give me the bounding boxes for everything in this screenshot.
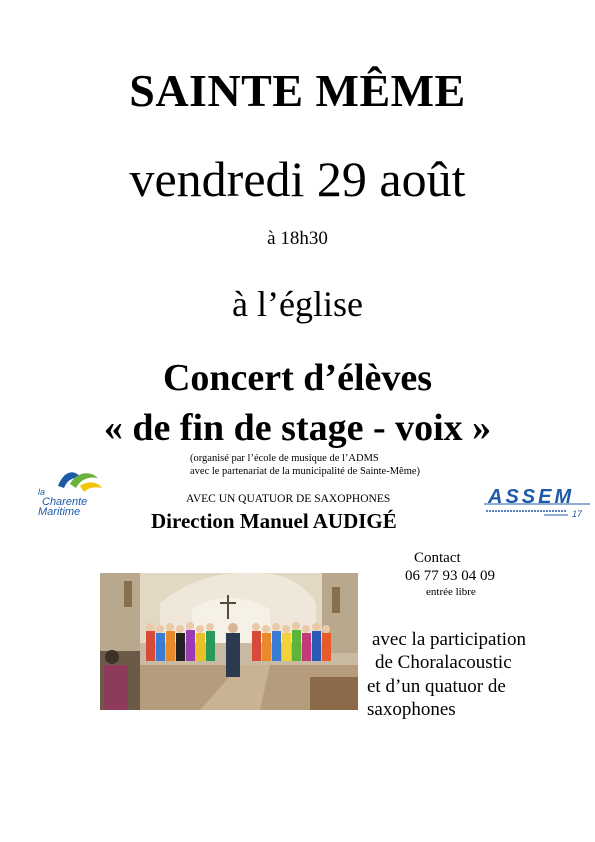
- contact-label: Contact: [414, 550, 461, 566]
- participation-line2: de Choralacoustic: [375, 652, 512, 673]
- organizer-line2: avec le partenariat de la municipalité de Sainte-Même): [190, 466, 421, 477]
- entry-free: entrée libre: [426, 586, 476, 598]
- assem-logo-number: 17: [572, 509, 583, 519]
- direction-line: Direction Manuel AUDIGÉ: [151, 509, 397, 533]
- concert-title-line2: « de fin de stage - voix »: [103, 407, 492, 449]
- contact-phone: 06 77 93 04 09: [405, 568, 495, 584]
- logo-text-line1: la: [38, 487, 46, 497]
- choir-photo: [100, 573, 358, 710]
- event-time: à 18h30: [267, 228, 328, 249]
- logo-text-line3: Maritime: [38, 506, 81, 518]
- concert-title-line1: Concert d’élèves: [162, 357, 433, 399]
- participation-line4: saxophones: [367, 699, 456, 720]
- organizer-line1: (organisé par l’école de musique de l’ADMS: [190, 453, 379, 464]
- quatuor-line: AVEC UN QUATUOR DE SAXOPHONES: [186, 493, 391, 505]
- event-date: vendredi 29 août: [129, 151, 466, 207]
- assem-logo-text: ASSEM: [488, 486, 575, 508]
- event-place: à l’église: [232, 284, 363, 324]
- participation-line1: avec la participation: [372, 629, 527, 650]
- assem-logo: [484, 484, 592, 522]
- town-title: SAINTE MÊME: [129, 65, 466, 116]
- logo-text-line2: Charente: [42, 496, 88, 508]
- charente-maritime-logo: [36, 466, 108, 518]
- participation-line3: et d’un quatuor de: [367, 676, 506, 697]
